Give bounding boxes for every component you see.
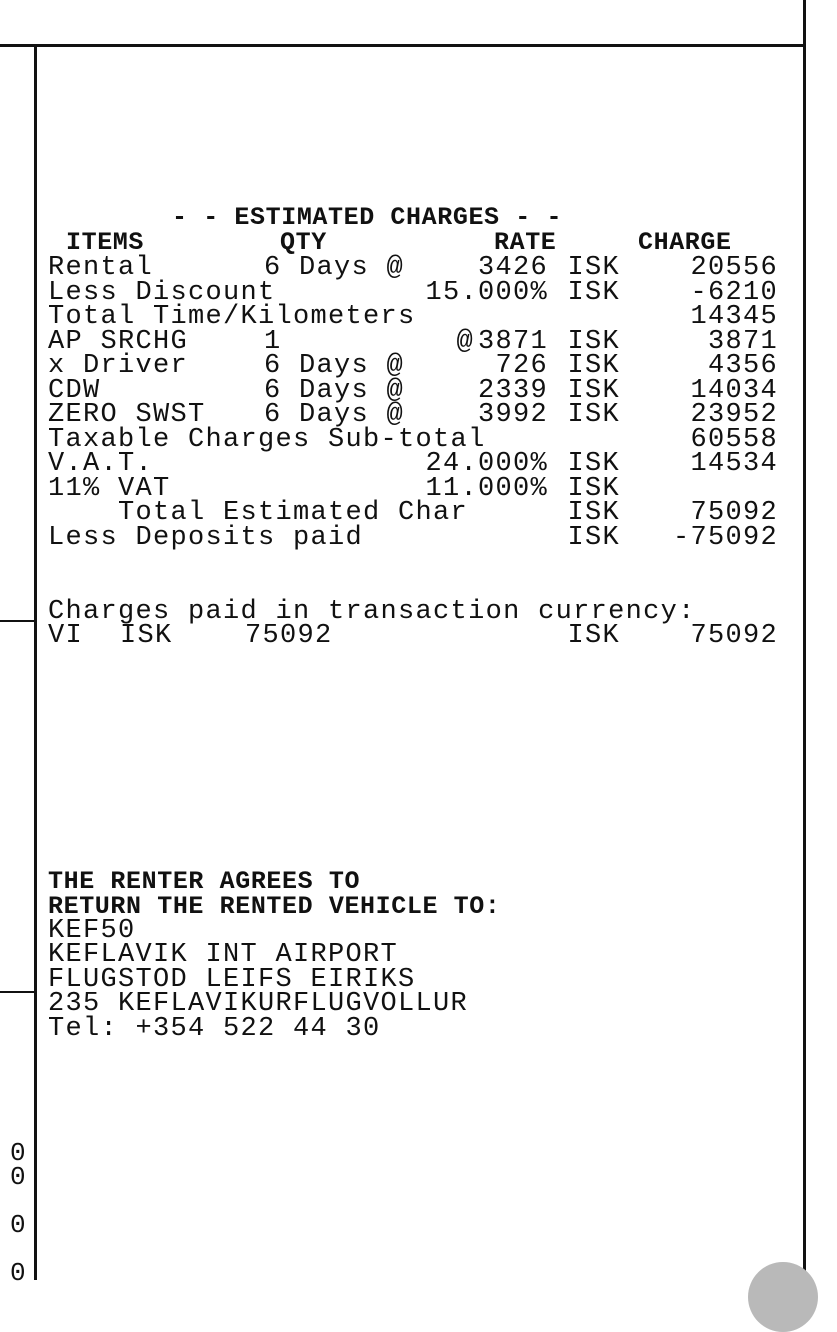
row-item: Total Time/Kilometers (48, 302, 416, 332)
row-charge: 14345 (690, 302, 778, 332)
edge-mark: 0 (10, 1162, 26, 1192)
row-item: V.A.T. (48, 449, 154, 479)
row-rate: 2339 (477, 375, 548, 406)
row-currency: ISK (567, 449, 620, 479)
row-item: Taxable Charges Sub-total (48, 424, 486, 455)
payment-heading: Charges paid in transaction currency: (48, 597, 696, 627)
row-currency: ISK (567, 473, 620, 504)
row-rate: 24.000% (425, 449, 548, 479)
return-line: FLUGSTOD LEIFS EIRIKS (48, 965, 416, 995)
row-charge: 20556 (690, 253, 778, 283)
row-qty: 6 Days @ (264, 375, 405, 406)
payment-cur: ISK (567, 621, 620, 651)
row-qty: 6 Days @ (264, 351, 405, 381)
row-charge: -6210 (690, 277, 778, 308)
row-item: Total Estimated Char (48, 498, 469, 528)
row-currency: ISK (567, 522, 620, 553)
payment-currency: ISK (120, 621, 173, 651)
row-currency: ISK (567, 326, 620, 357)
row-item: Less Deposits paid (48, 522, 364, 553)
left-border (34, 46, 37, 1280)
row-qty: 1 @ (264, 326, 475, 357)
row-currency: ISK (567, 253, 620, 283)
row-currency: ISK (567, 277, 620, 308)
col-charge: CHARGE (638, 228, 732, 257)
row-currency: ISK (567, 375, 620, 406)
return-heading-2: RETURN THE RENTED VEHICLE TO: (48, 892, 501, 921)
form-tick-2 (0, 991, 36, 993)
row-item: x Driver (48, 351, 189, 381)
row-charge: 3871 (707, 326, 778, 357)
edge-mark: 0 (10, 1258, 26, 1288)
row-rate: 3871 (477, 326, 548, 357)
row-charge: 23952 (690, 400, 778, 430)
row-rate: 3992 (477, 400, 548, 430)
row-qty: 6 Days @ (264, 253, 405, 283)
payment-method: VI (48, 621, 84, 651)
row-rate: 15.000% (425, 277, 548, 308)
row-charge: 4356 (707, 351, 778, 381)
col-items: ITEMS (66, 228, 145, 257)
row-item: ZERO SWST (48, 400, 206, 430)
row-charge: 14034 (690, 375, 778, 406)
edge-mark: 0 (10, 1138, 26, 1168)
row-currency: ISK (567, 351, 620, 381)
row-item: 11% VAT (48, 473, 171, 504)
row-rate: 11.000% (425, 473, 548, 504)
row-charge: 60558 (690, 424, 778, 455)
estimated-charges-title: - - ESTIMATED CHARGES - - (172, 203, 563, 232)
scroll-button[interactable] (748, 1262, 818, 1332)
right-border (803, 0, 806, 1280)
row-charge: -75092 (672, 522, 778, 553)
return-line: 235 KEFLAVIKURFLUGVOLLUR (48, 989, 469, 1019)
row-item: CDW (48, 375, 101, 406)
form-tick-1 (0, 620, 36, 622)
row-item: AP SRCHG (48, 326, 189, 357)
payment-amount: 75092 (245, 621, 333, 651)
col-qty: QTY (280, 228, 327, 257)
row-charge: 14534 (690, 449, 778, 479)
edge-mark: 0 (10, 1210, 26, 1240)
return-line: KEF50 (48, 916, 136, 946)
row-item: Less Discount (48, 277, 276, 308)
return-heading-1: THE RENTER AGREES TO (48, 867, 361, 896)
row-rate: 3426 (477, 253, 548, 283)
col-rate: RATE (494, 228, 557, 257)
row-qty: 6 Days @ (264, 400, 405, 430)
row-charge: 75092 (690, 498, 778, 528)
row-currency: ISK (567, 400, 620, 430)
payment-charge: 75092 (690, 621, 778, 651)
return-line: KEFLAVIK INT AIRPORT (48, 940, 399, 970)
row-rate: 726 (495, 351, 548, 381)
return-line: Tel: +354 522 44 30 (48, 1014, 381, 1044)
row-item: Rental (48, 253, 154, 283)
row-currency: ISK (567, 498, 620, 528)
top-border (0, 44, 806, 47)
